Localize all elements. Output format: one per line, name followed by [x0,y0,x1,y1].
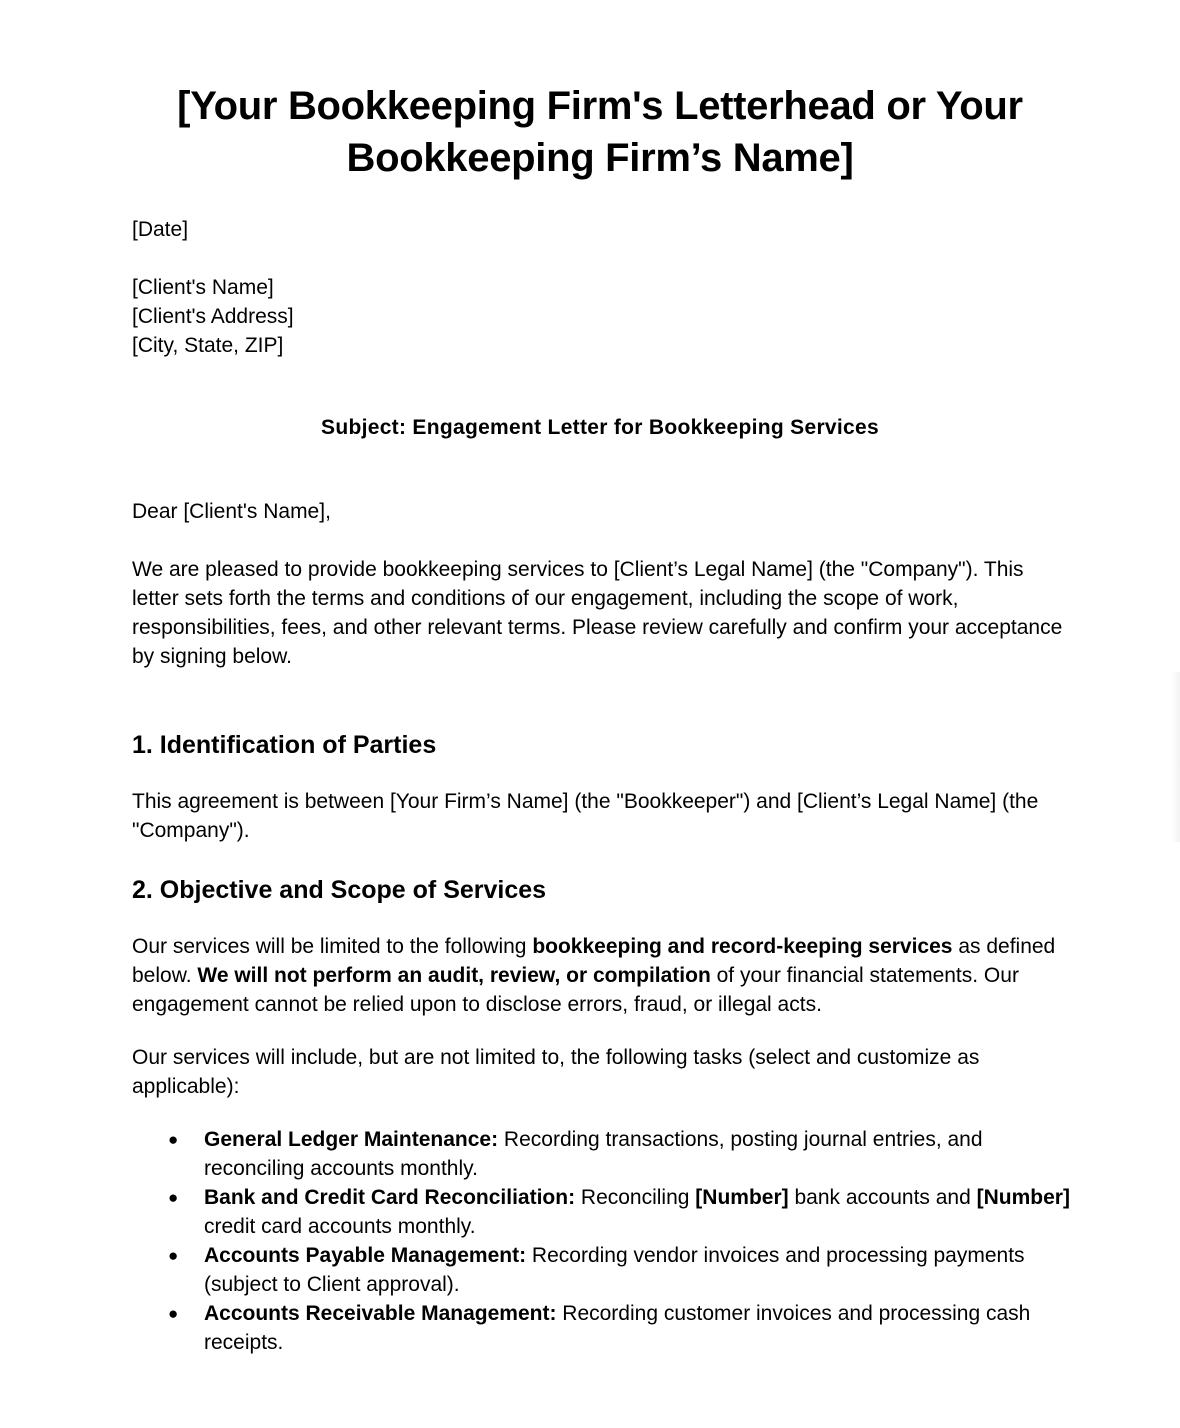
section-2-heading: 2. Objective and Scope of Services [132,876,547,904]
section-1-heading: 1. Identification of Parties [132,731,437,759]
letterhead-title: [Your Bookkeeping Firm's Letterhead or Your Bookkeeping Firm’s Name] [177,84,1023,180]
list-item [132,1299,1072,1357]
date-line: [Date] [132,218,189,241]
intro-paragraph: We are pleased to provide bookkeeping services to [Client’s Legal Name] (the "Company"). This letter sets forth the terms and conditions of our engagement, including the scope of work, responsibilities, fees, and other relevant terms. Please review carefully and confirm your acceptance by signing below. [132,558,1063,668]
list-item [132,1241,1072,1299]
item-text: bank accounts and [788,1186,977,1209]
client-city-state-zip: [City, State, ZIP] [132,334,284,357]
item-placeholder: [Number] [976,1186,1070,1209]
scope-text-3: of your financial statements. Our engagement cannot be relied upon to disclose errors, fraud, or illegal acts. [132,964,1019,1016]
bullet-icon: ● [168,1246,179,1265]
section-1-body: This agreement is between [Your Firm’s Name] (the "Bookkeeper") and [Client’s Legal Name] (the "Company"). [132,790,1039,842]
scope-bold-2: We will not perform an audit, review, or compilation [197,964,711,987]
include-paragraph: Our services will include, but are not limited to, the following tasks (select and customize as applicable): [132,1046,980,1098]
item-text: Reconciling [575,1186,696,1209]
item-label: General Ledger Maintenance: [204,1128,499,1151]
scope-text-2: as defined below. [132,935,1056,987]
bullet-icon: ● [168,1130,179,1149]
item-text: Recording customer invoices and processing cash receipts. [204,1302,1031,1354]
bullet-icon: ● [168,1304,179,1323]
item-label: Accounts Receivable Management: [204,1302,557,1325]
item-placeholder: [Number] [695,1186,789,1209]
scope-bold-1: bookkeeping and record-keeping services [532,935,953,958]
services-list [132,1125,1072,1357]
client-address-block [132,273,1072,360]
list-item [132,1125,1072,1183]
item-text: credit card accounts monthly. [204,1215,476,1238]
scope-text-1: Our services will be limited to the following [132,935,533,958]
item-label: Accounts Payable Management: [204,1244,527,1267]
list-item [132,1183,1072,1241]
item-label: Bank and Credit Card Reconciliation: [204,1186,576,1209]
bullet-icon: ● [168,1188,179,1207]
scope-paragraph [132,932,1072,1019]
item-text: Recording transactions, posting journal entries, and reconciling accounts monthly. [204,1128,983,1180]
item-text: Recording vendor invoices and processing payments (subject to Client approval). [204,1244,1025,1296]
salutation: Dear [Client's Name], [132,500,331,523]
client-address: [Client's Address] [132,305,294,328]
side-panel-edge [1172,672,1180,842]
subject-line: Subject: Engagement Letter for Bookkeeping Services [321,416,879,439]
client-name: [Client's Name] [132,276,274,299]
